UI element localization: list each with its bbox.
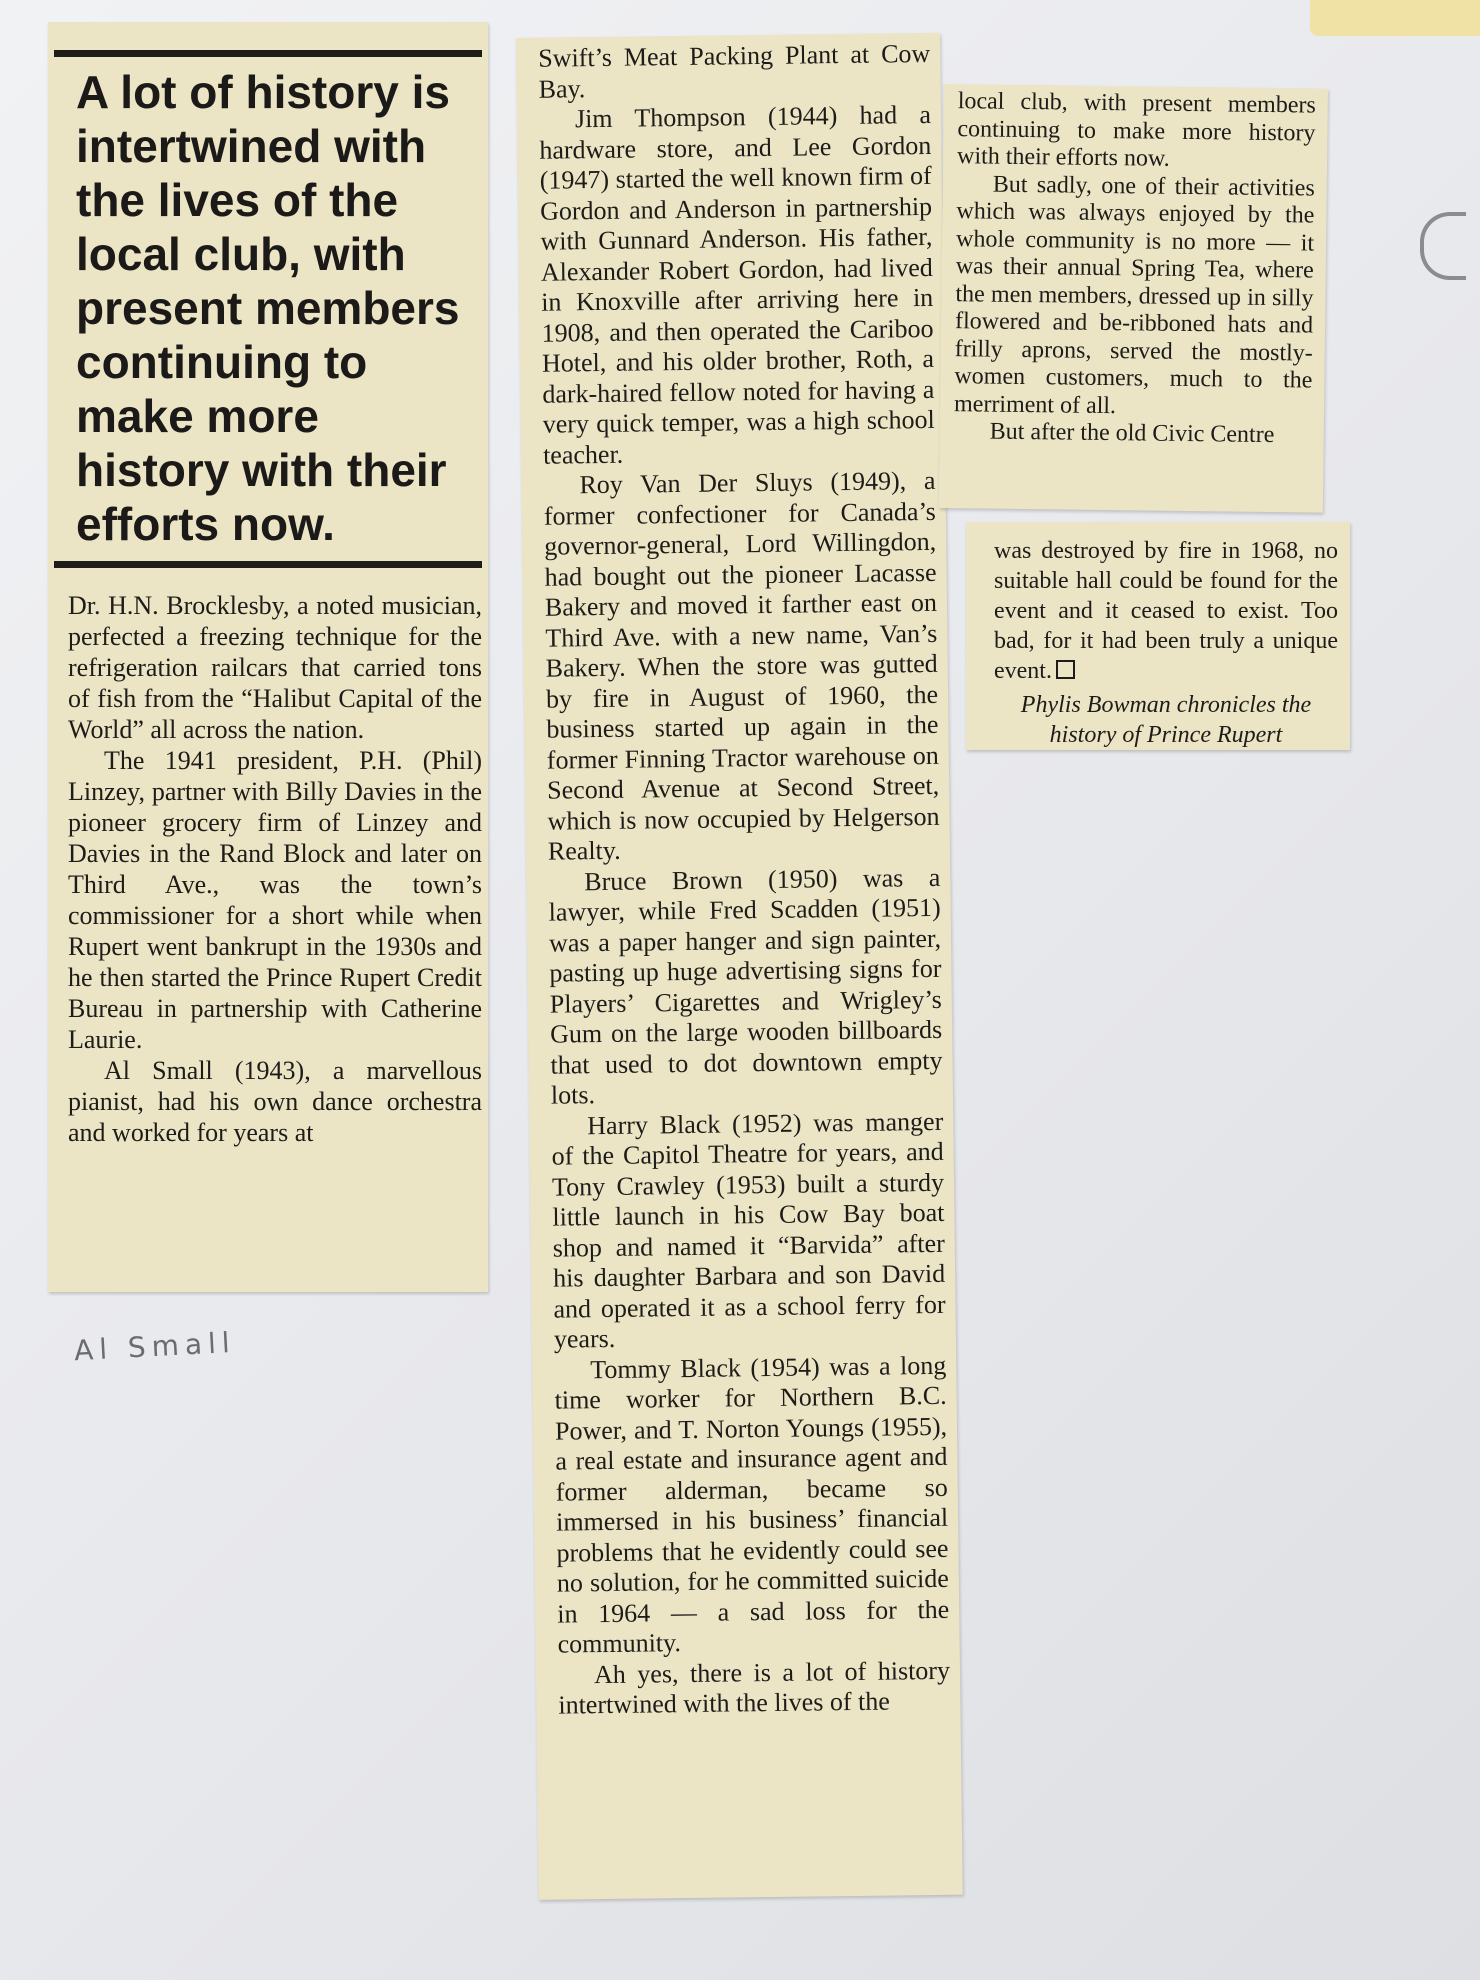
paragraph: But after the old Civic Centre [989, 418, 1275, 449]
paragraph: Ah yes, there is a lot of history intertwined with the lives of the [558, 1655, 951, 1720]
handwritten-note: Al Small [73, 1325, 237, 1368]
closing-text: was destroyed by fire in 1968, no suitable hall could be found for the event and it ceased to exist. Too bad, for it had been truly a unique event. [994, 538, 1338, 684]
paragraph: Al Small (1943), a marvellous pianist, had his own dance orchestra and worked for years at [68, 1056, 482, 1147]
headline-rule-bottom [54, 561, 482, 568]
end-mark-icon [1056, 660, 1075, 679]
paragraph: Roy Van Der Sluys (1949), a former confectioner for Canada’s governor-general, Lord Willingdon, had bought out the pioneer Lacasse Bakery and moved it farther east on Third Ave. with a new name, Van’s Bakery. When the store was gutted by fire in August of 1960, the business started up again in the former Finning Tractor warehouse on Second Avenue at Second Street, which is now occupied by Helgerson Realty. [543, 465, 940, 866]
paragraph [994, 536, 1338, 686]
paragraph: local club, with present members continuing to make more history with their efforts now. [956, 88, 1316, 172]
binder-ring-icon [1420, 212, 1466, 280]
clipping-column-2 [516, 33, 963, 1900]
paragraph: Harry Black (1952) was manger of the Capitol Theatre for years, and Tony Crawley (1953) built a sturdy little launch in his Cow Bay boat shop and named it “Barvida” after his daughter Barbara and son David and operated it as a school ferry for years. [551, 1106, 946, 1354]
byline-line-1: Phylis Bowman chronicles the [1020, 692, 1312, 718]
paragraph: Bruce Brown (1950) was a lawyer, while Fred Scadden (1951) was a paper hanger and sign painter, pasting up huge advertising signs for Players’ Cigarettes and Wrigley’s Gum on the large wooden billboards that used to dot downtown empty lots. [548, 862, 943, 1110]
paragraph: The 1941 president, P.H. (Phil) Linzey, partner with Billy Davies in the pioneer grocery firm of Linzey and Davies in the Rand Block and later on Third Ave., was the town’s commissioner for a short while when Rupert went bankrupt in the 1930s and he then started the Prince Rupert Credit Bureau in partnership with Catherine Laurie. [68, 746, 482, 1054]
pull-quote-headline: A lot of history is intertwined with the lives of the local club, with present members continuing to make more history with their efforts now. [76, 66, 460, 550]
paragraph: Dr. H.N. Brocklesby, a noted musician, perfected a freezing technique for the refrigeration railcars that carried tons of fish from the “Halibut Capital of the World” all across the nation. [68, 591, 482, 744]
paragraph: But sadly, one of their activities which was always enjoyed by the whole community is no more — it was their annual Spring Tea, where the men members, dressed up in silly flowered and be-ribboned hats and frilly aprons, served the mostly-women customers, much to the merriment of all. [953, 171, 1315, 419]
paragraph: Jim Thompson (1944) had a hardware store, and Lee Gordon (1947) started the well known firm of Gordon and Anderson in partnership with Gunnard Anderson. His father, Alexander Robert Gordon, had lived in Knoxville after arriving here in 1908, and then operated the Cariboo Hotel, and his older brother, Roth, a dark-haired fellow noted for having a very quick temper, was a high school teacher. [539, 99, 935, 470]
byline-line-2: history of Prince Rupert [1049, 722, 1283, 748]
paragraph: Tommy Black (1954) was a long time worker for Northern B.C. Power, and T. Norton Youngs (1955), a real estate and insurance agent and former alderman, became so immersed in his business’ financial problems that he evidently could see no solution, for he committed suicide in 1964 — a sad loss for the community. [554, 1350, 950, 1659]
clipping-column-4 [966, 522, 1350, 750]
folder-tab [1310, 0, 1480, 36]
clipping-column-3 [939, 84, 1328, 513]
clipping-column-1 [48, 22, 488, 1292]
byline [994, 690, 1338, 750]
paragraph: Swift’s Meat Packing Plant at Cow Bay. [538, 38, 931, 104]
headline-rule-top [54, 50, 482, 57]
